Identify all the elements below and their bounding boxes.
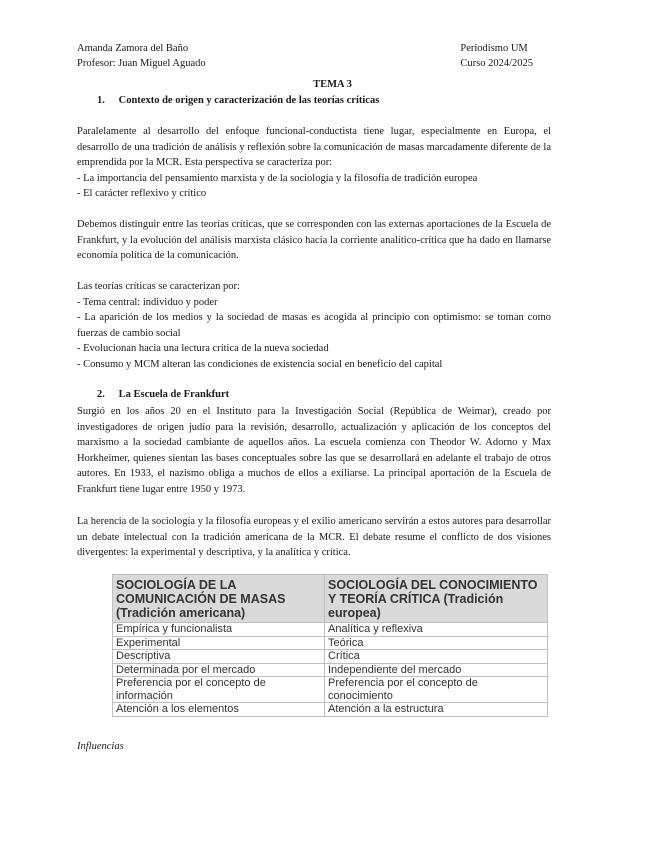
bullet-1-2: - El carácter reflexivo y crítico: [77, 188, 207, 199]
header-left: [77, 41, 206, 71]
influencias-label: Influencias: [77, 741, 124, 752]
section-1-list-block: [77, 279, 551, 372]
section-1-para-2: Debemos distinguir entre las teorías críticas, que se corresponden con las externas aportaciones de la Escuela de Frankfurt, y la evolución del análisis marxista clásico hacia la corriente analítico-crítica que ha dado en llamarse economía política de la comunicación.: [77, 219, 551, 261]
bullet-2-4: - Consumo y MCM alteran las condiciones de existencia social en beneficio del capital: [77, 358, 443, 370]
section-2-para-1-block: [77, 404, 551, 497]
table-cell: Independiente del mercado: [325, 663, 548, 677]
table-cell: Descriptiva: [113, 650, 325, 664]
table-cell: Crítica: [325, 650, 548, 664]
section-1-list-intro: Las teorías críticas se caracterizan por:: [77, 281, 240, 292]
table-header-european: SOCIOLOGÍA DEL CONOCIMIENTO Y TEORÍA CRÍTICA (Tradición europea): [325, 575, 548, 623]
table-cell: Analítica y reflexiva: [325, 623, 548, 637]
section-2-para-2-block: [77, 514, 551, 561]
table-header-american: SOCIOLOGÍA DE LA COMUNICACIÓN DE MASAS (Tradición americana): [113, 575, 325, 623]
table-header-row: [113, 575, 548, 623]
section-1-title: Contexto de origen y caracterización de las teorías críticas: [118, 95, 380, 106]
course-year: Curso 2024/2025: [460, 58, 533, 69]
table-row: [113, 650, 548, 664]
bullet-2-2: - La aparición de los medios y la sociedad de masas es acogida al principio con optimismo: se toman como fuerzas de cambio social: [77, 312, 551, 339]
bullet-2-1: - Tema central: individuo y poder: [77, 296, 218, 308]
header-right: [460, 41, 533, 71]
section-2-para-2: La herencia de la sociología y la filosofía europeas y el exilio americano servirán a estos autores para desarrollar un debate intelectual con la tradición americana de la MCR. El debate resume el conflicto de dos visiones divergentes: la experimental y descriptiva, y la analítica y crítica.: [77, 516, 551, 558]
table-row: [113, 703, 548, 717]
bullet-2-3: - Evolucionan hacia una lectura crítica de la nueva sociedad: [77, 343, 329, 354]
author-name: Amanda Zamora del Baño: [77, 43, 189, 54]
section-1-para-1: Paralelamente al desarrollo del enfoque funcional-conductista tiene lugar, especialmente en Europa, el desarrollo de una tradición de análisis y reflexión sobre la comunicación de masas marcadamente diferente de la emprendida por la MCR. Esta perspectiva se caracteriza por:: [77, 126, 551, 168]
table-row: [113, 677, 548, 703]
section-1-heading: [97, 95, 379, 106]
tema-title: TEMA 3: [313, 79, 352, 90]
section-2-number: 2.: [97, 389, 105, 400]
comparison-table: [112, 574, 548, 717]
bullet-1-1: - La importancia del pensamiento marxista y de la sociología y la filosofía de tradición europea: [77, 172, 478, 184]
section-2-para-1: Surgió en los años 20 en el Instituto para la Investigación Social (República de Weimar), creado por investigadores de origen judío para la revisión, desarrollo, actualización y aplicación de los conceptos del marxismo a la sociedad cambiante de aquellos años. La escuela comienza con Theodor W. Adorno y Max Horkheimer, quienes sientan las bases conceptuales sobre las que se desarrollará en adelante el trabajo de otros autores. En 1933, el nazismo obliga a muchos de ellos a exiliarse. La principal aportación de la Escuela de Frankfurt tiene lugar entre 1950 y 1973.: [77, 406, 551, 495]
table-row: [113, 636, 548, 650]
section-1-para-2-block: [77, 217, 551, 264]
table-cell: Atención a la estructura: [325, 703, 548, 717]
table-cell: Atención a los elementos: [113, 703, 325, 717]
table-row: [113, 663, 548, 677]
table-cell: Preferencia por el concepto de conocimiento: [325, 677, 548, 703]
table-cell: Determinada por el mercado: [113, 663, 325, 677]
section-2-heading: [97, 389, 229, 400]
section-1-body: [77, 124, 551, 202]
table-cell: Experimental: [113, 636, 325, 650]
section-2-title: La Escuela de Frankfurt: [118, 389, 230, 400]
section-1-number: 1.: [97, 95, 105, 106]
table-cell: Preferencia por el concepto de información: [113, 677, 325, 703]
table-cell: Empírica y funcionalista: [113, 623, 325, 637]
course-name: Periodismo UM: [460, 43, 528, 54]
table-cell: Teórica: [325, 636, 548, 650]
table-row: [113, 623, 548, 637]
professor-name: Profesor: Juan Miguel Aguado: [77, 58, 206, 69]
